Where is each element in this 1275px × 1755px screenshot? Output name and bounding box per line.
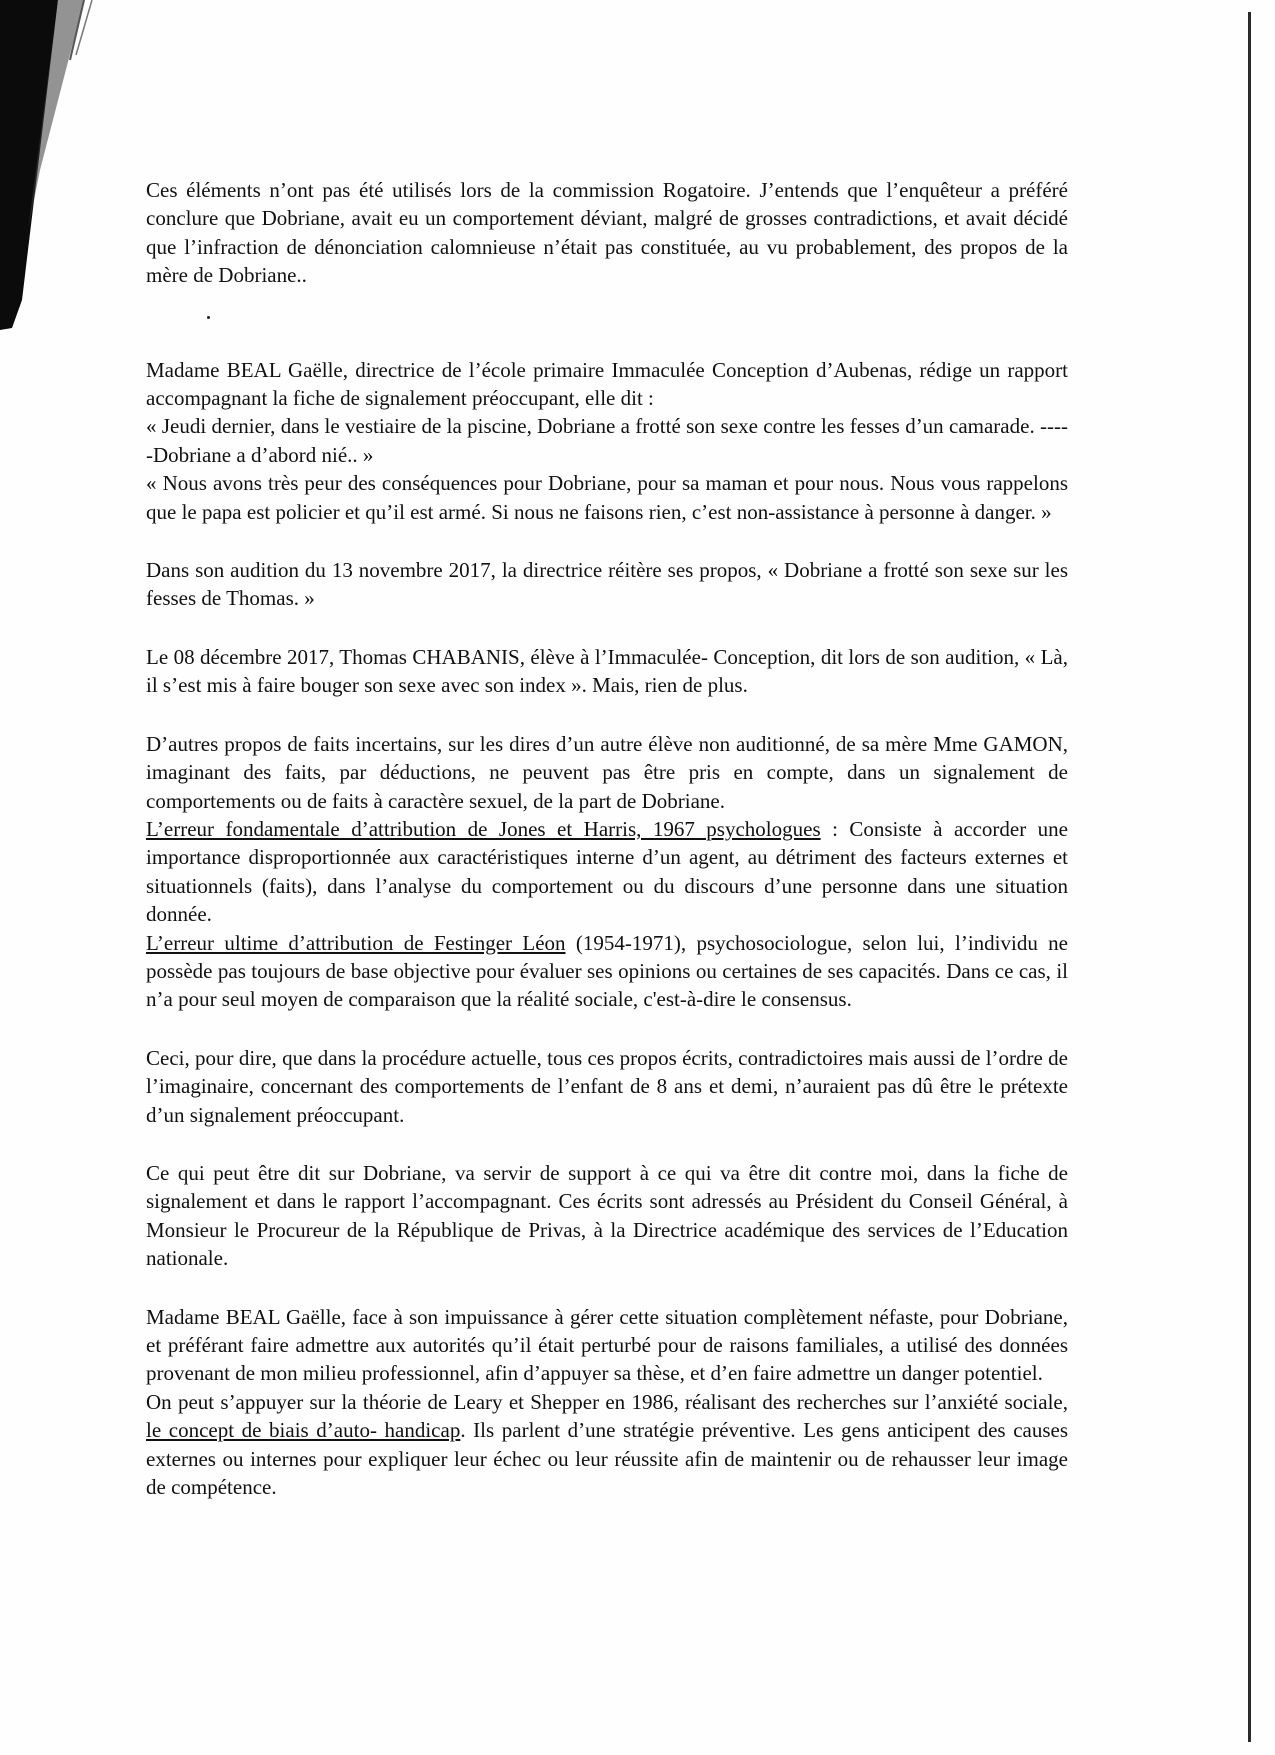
- scan-edge-line: [1248, 12, 1251, 1742]
- paragraph-leary-shepper: [146, 1388, 1068, 1502]
- erreur-fondamentale-title: L’erreur fondamentale d’attribution de Jones et Harris, 1967 psychologues: [146, 816, 821, 841]
- scan-artifact-mark: [0, 0, 110, 330]
- paragraph-erreur-ultime: [146, 929, 1068, 1014]
- erreur-ultime-title: L’erreur ultime d’attribution de Festinger Léon: [146, 930, 566, 955]
- paragraph-madame-beal-intro: Madame BEAL Gaëlle, directrice de l’école primaire Immaculée Conception d’Aubenas, rédige un rapport accompagnant la fiche de signalement préoccupant, elle dit :: [146, 357, 1068, 411]
- quote-vestiaire: « Jeudi dernier, dans le vestiaire de la piscine, Dobriane a frotté son sexe contre les fesses d’un camarade. -----Dobriane a d’abord nié.. »: [146, 414, 1068, 467]
- paragraph-ceci-pour-dire: Ceci, pour dire, que dans la procédure actuelle, tous ces propos écrits, contradictoires mais aussi de l’ordre de l’imaginaire, concernant des comportements de l’enfant de 8 ans et demi, n’auraient pas dû être le prétexte d’un signalement préoccupant.: [146, 1045, 1068, 1127]
- erreur-fondamentale-body: : Consiste à accorder une importance disproportionnée aux caractéristiques interne d’un agent, au détriment des facteurs externes et situationnels (faits), dans l’analyse du comportement ou du discours d’une personne dans une situation donnée.: [146, 816, 1068, 927]
- biais-auto-handicap-term: le concept de biais d’auto- handicap: [146, 1418, 461, 1443]
- leary-shepper-intro: On peut s’appuyer sur la théorie de Leary et Shepper en 1986, réalisant des recherches sur l’anxiété sociale,: [146, 1389, 1068, 1414]
- paragraph-commission-rogatoire: Ces éléments n’ont pas été utilisés lors de la commission Rogatoire. J’entends que l’enquêteur a préféré conclure que Dobriane, avait eu un comportement déviant, malgré de grosses contradictions, et avait décidé que l’infraction de dénonciation calomnieuse n’était pas constituée, au vu probablement, des propos de la mère de Dobriane..: [146, 178, 1068, 288]
- paragraph-madame-beal-impuissance: Madame BEAL Gaëlle, face à son impuissance à gérer cette situation complètement néfaste, pour Dobriane, et préférant faire admettre aux autorités qu’il était perturbé pour de raisons familiales, a utilisé des données provenant de mon milieu professionnel, afin d’appuyer sa thèse, et d’en faire admettre un danger potentiel.: [146, 1304, 1068, 1386]
- paragraph-erreur-fondamentale: [146, 815, 1068, 929]
- leary-shepper-body: . Ils parlent d’une stratégie préventive. Les gens anticipent des causes externes ou internes pour expliquer leur échec ou leur réussite afin de maintenir ou de rehausser leur image de compétence.: [146, 1418, 1069, 1500]
- paragraph-autres-propos: D’autres propos de faits incertains, sur les dires d’un autre élève non auditionné, de sa mère Mme GAMON, imaginant des faits, par déductions, ne peuvent pas être pris en compte, dans un signalement de comportements ou de faits à caractère sexuel, de la part de Dobriane.: [146, 731, 1068, 813]
- quote-consequences: « Nous avons très peur des conséquences pour Dobriane, pour sa maman et pour nous. Nous vous rappelons que le papa est policier et qu’il est armé. Si nous ne faisons rien, c’est non-assistance à personne à danger. »: [146, 471, 1068, 524]
- document-body: [146, 176, 1068, 1501]
- paragraph-ce-qui-peut-etre-dit: Ce qui peut être dit sur Dobriane, va servir de support à ce qui va être dit contre moi, dans la fiche de signalement et dans le rapport l’accompagnant. Ces écrits sont adressés au Président du Conseil Général, à Monsieur le Procureur de la République de Privas, à la Directrice académique des services de l’Education nationale.: [146, 1160, 1068, 1271]
- erreur-ultime-body: (1954-1971), psychosociologue, selon lui, l’individu ne possède pas toujours de base objective pour évaluer ses opinions ou certaines de ses capacités. Dans ce cas, il n’a pour seul moyen de comparaison que la réalité sociale, c'est-à-dire le consensus.: [146, 930, 1068, 1012]
- paragraph-audition-thomas: Le 08 décembre 2017, Thomas CHABANIS, élève à l’Immaculée- Conception, dit lors de son audition, « Là, il s’est mis à faire bouger son sexe avec son index ». Mais, rien de plus.: [146, 644, 1068, 698]
- paragraph-audition-directrice: Dans son audition du 13 novembre 2017, la directrice réitère ses propos, « Dobriane a frotté son sexe sur les fesses de Thomas. »: [146, 558, 1068, 611]
